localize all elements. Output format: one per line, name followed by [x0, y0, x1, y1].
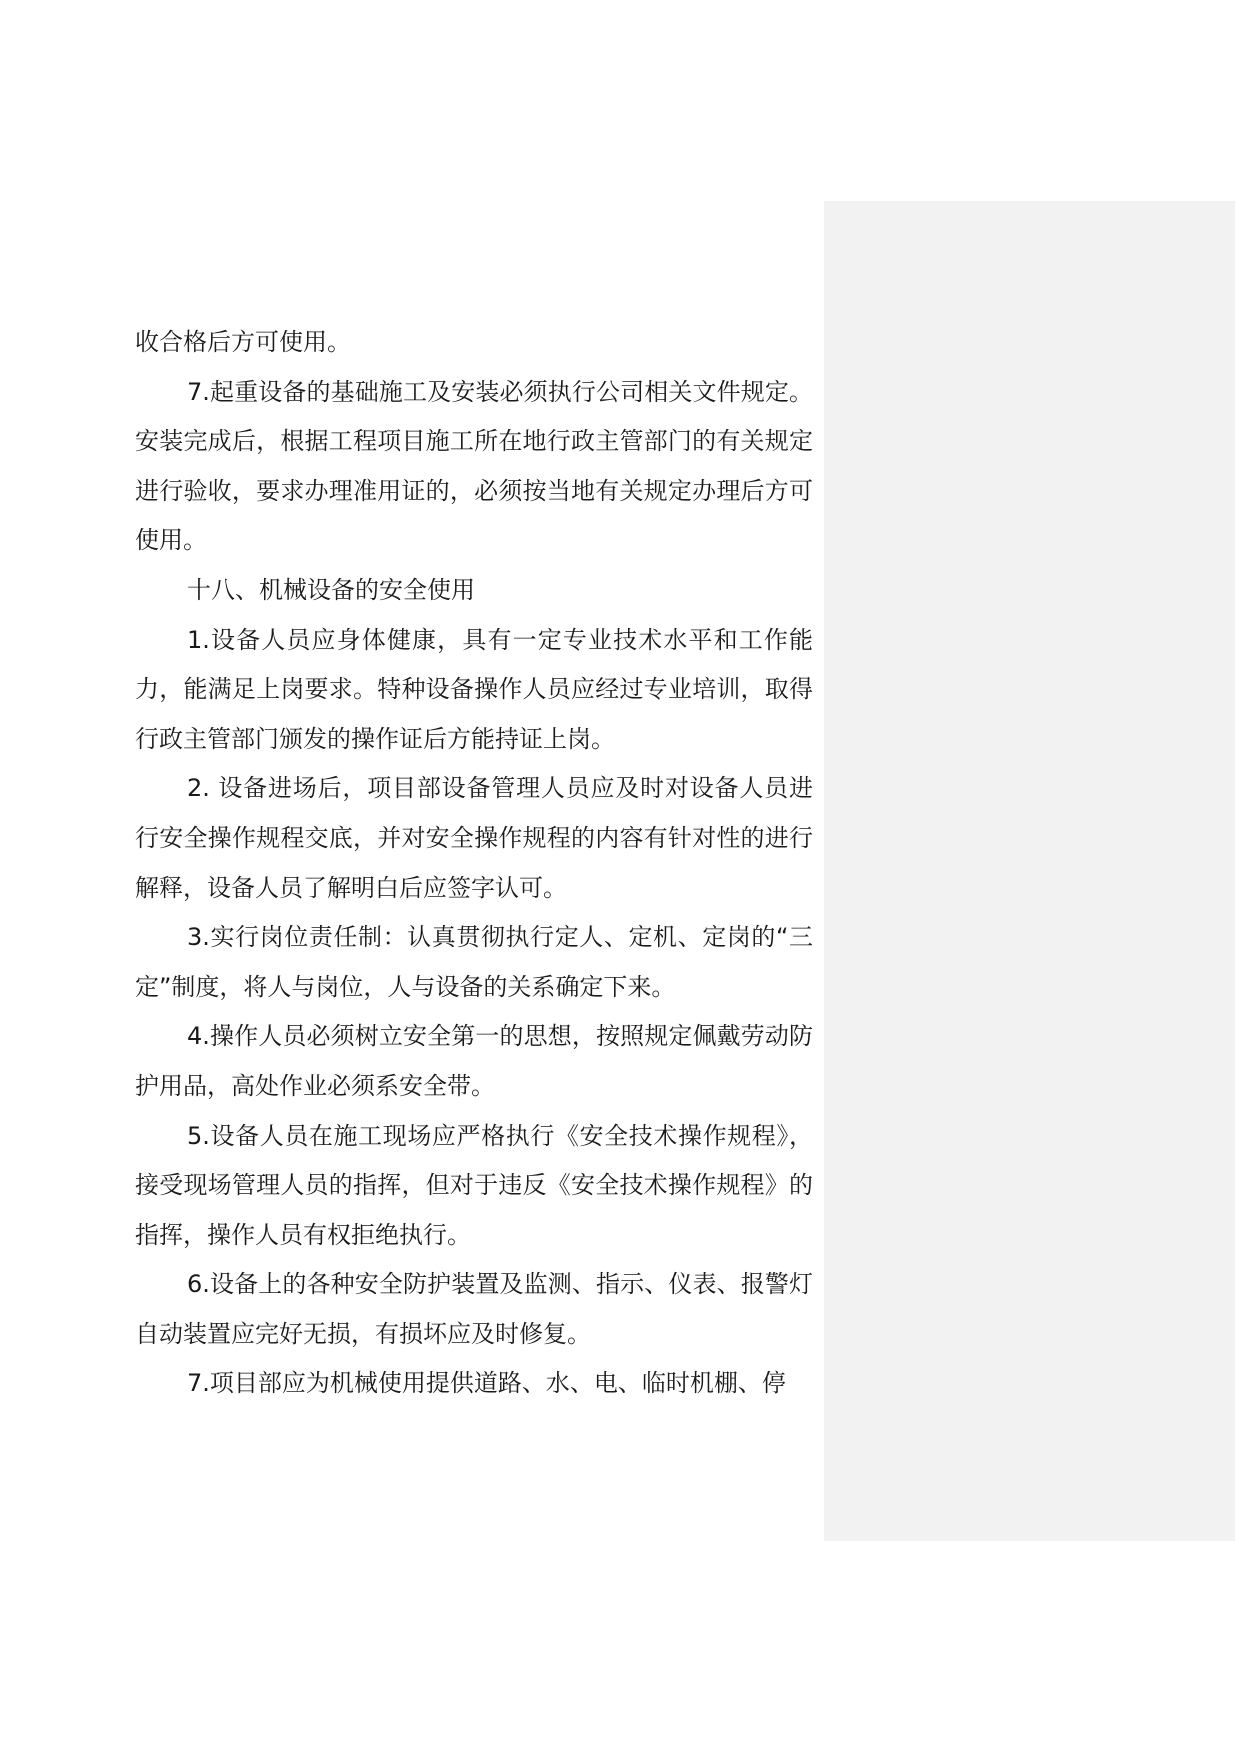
paragraph-item-7: 7.项目部应为机械使用提供道路、水、电、临时机棚、停 [187, 1369, 786, 1398]
section-heading-18: 十八、机械设备的安全使用 [187, 575, 475, 604]
paragraph-item-5: 5.设备人员在施工现场应严格执行《安全技术操作规程》，接受现场管理人员的指挥，但对于违反《安全技术操作规程》的指挥，操作人员有权拒绝执行。 [135, 1121, 813, 1249]
paragraph-item-4: 4.操作人员必须树立安全第一的思想，按照规定佩戴劳动防护用品，高处作业必须系安全带。 [135, 1022, 813, 1100]
paragraph-item-2: 2. 设备进场后，项目部设备管理人员应及时对设备人员进行安全操作规程交底，并对安全操作规程的内容有针对性的进行解释，设备人员了解明白后应签字认可。 [135, 774, 813, 902]
paragraph-item-3: 3.实行岗位责任制：认真贯彻执行定人、定机、定岗的“三定”制度，将人与岗位，人与设备的关系确定下来。 [135, 923, 813, 1001]
comment-margin-pane [824, 201, 1235, 1541]
document-body [135, 318, 813, 1409]
paragraph-continuation: 收合格后方可使用。 [135, 328, 351, 356]
paragraph-item-1: 1.设备人员应身体健康，具有一定专业技术水平和工作能力，能满足上岗要求。特种设备操作人员应经过专业培训，取得行政主管部门颁发的操作证后方能持证上岗。 [135, 625, 813, 753]
paragraph-item-7-lifting-equipment: 7.起重设备的基础施工及安装必须执行公司相关文件规定。安装完成后，根据工程项目施工所在地行政主管部门的有关规定进行验收，要求办理准用证的，必须按当地有关规定办理后方可使用。 [135, 377, 813, 555]
paragraph-item-6: 6.设备上的各种安全防护装置及监测、指示、仪表、报警灯自动装置应完好无损，有损坏应及时修复。 [135, 1270, 813, 1348]
